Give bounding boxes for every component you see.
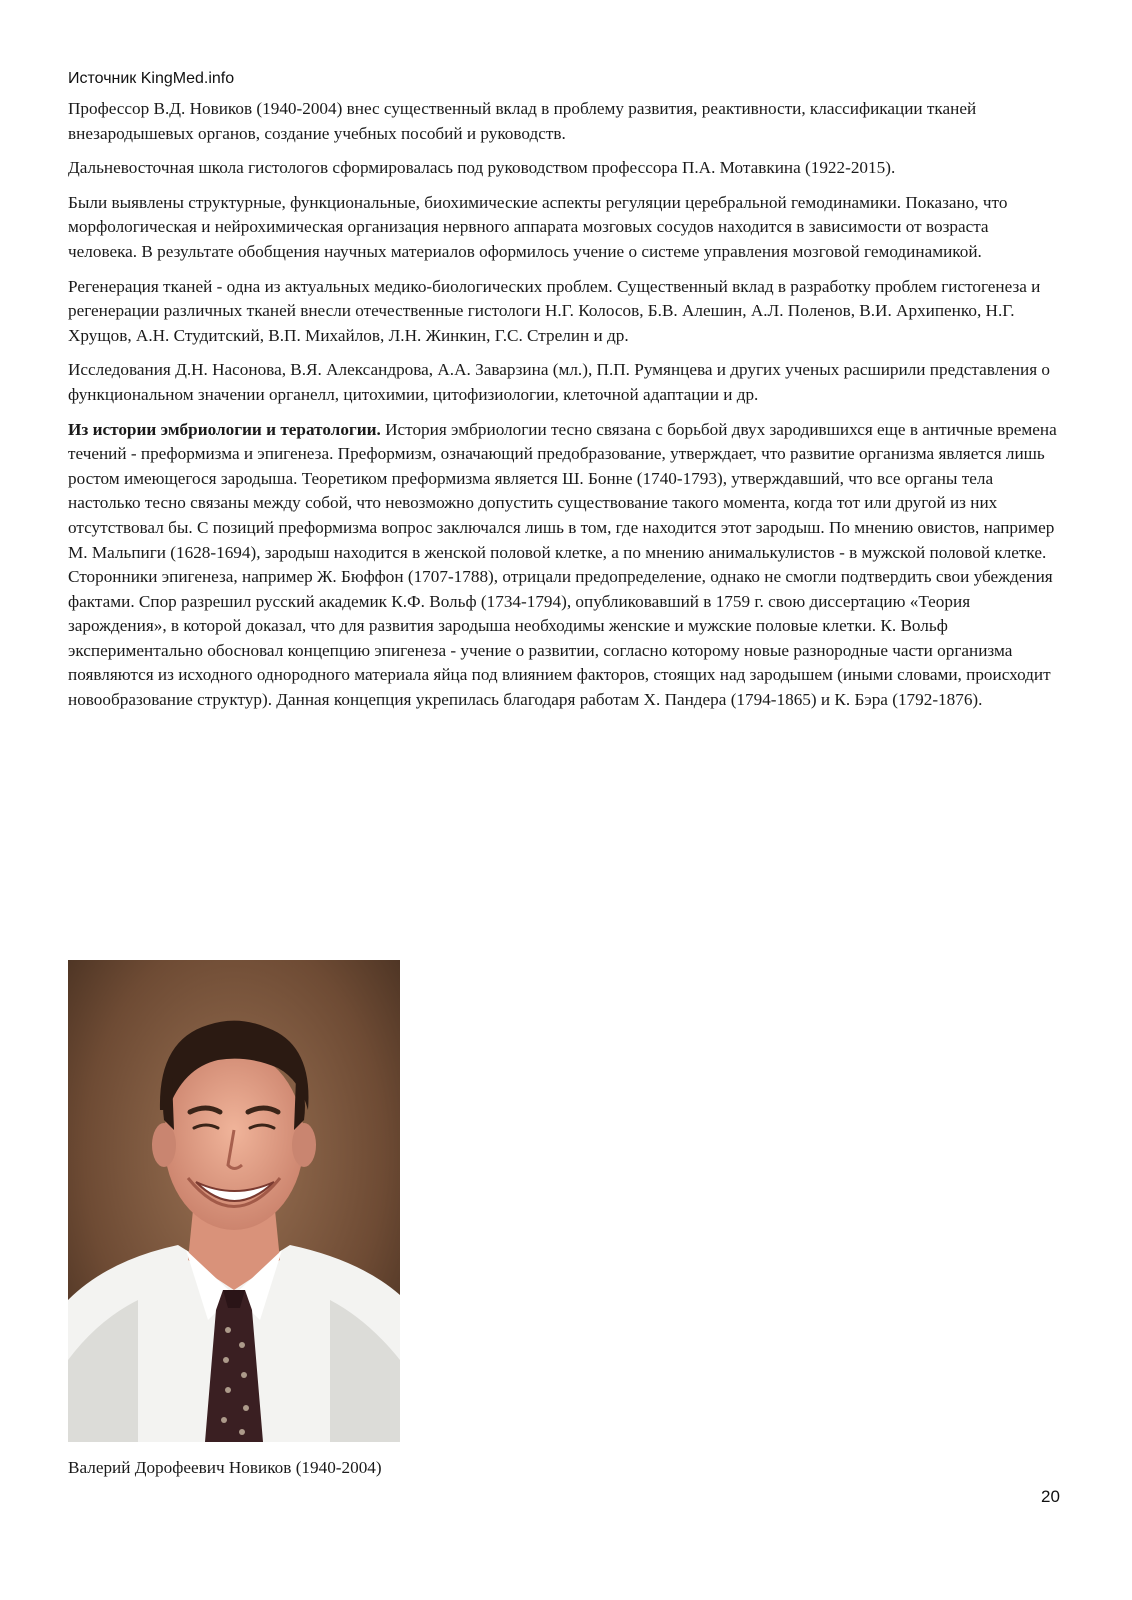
paragraph-hemodynamics: Были выявлены структурные, функциональные, биохимические аспекты регуляции церебральной гемодинамики. Показано, что морфологическая и нейрохимическая организация нервного аппарата мозговых сосудов находится в зависимости от возраста человека. В результате обобщения научных материалов оформилось учение о системе управления мозговой гемодинамикой. xyxy=(68,192,1008,261)
paragraph-novikov: Профессор В.Д. Новиков (1940-2004) внес существенный вклад в проблему развития, реактивности, классификации тканей внезародышевых органов, создание учебных пособий и руководств. xyxy=(68,99,977,143)
paragraph-regeneration: Регенерация тканей - одна из актуальных медико-биологических проблем. Существенный вклад в разработку проблем гистогенеза и регенерации различных тканей внесли отечественные гистологи Н.Г. Колосов, Б.В. Алешин, А.Л. Поленов, В.И. Архипенко, Н.Г. Хрущов, А.Н. Студитский, В.П. Михайлов, Л.Н. Жинкин, Г.С. Стрелин и др. xyxy=(68,276,1041,345)
page-number: 20 xyxy=(1041,1487,1060,1506)
embryology-heading: Из истории эмбриологии и тератологии. xyxy=(68,419,381,439)
main-text xyxy=(68,97,1058,723)
portrait-photo xyxy=(68,960,400,1442)
portrait-illustration xyxy=(68,960,400,1442)
paragraph-far-east-school: Дальневосточная школа гистологов сформировалась под руководством профессора П.А. Мотавкина (1922-2015). xyxy=(68,158,896,178)
photo-caption: Валерий Дорофеевич Новиков (1940-2004) xyxy=(68,1458,382,1477)
paragraph-research: Исследования Д.Н. Насонова, В.Я. Александрова, А.А. Заварзина (мл.), П.П. Румянцева и других ученых расширили представления о функциональном значении органелл, цитохимии, цитофизиологии, клеточной адаптации и др. xyxy=(68,360,1050,404)
embryology-text: История эмбриологии тесно связана с борьбой двух зародившихся еще в античные времена течений - преформизма и эпигенеза. Преформизм, означающий предобразование, утверждает, что развитие организма является лишь ростом имеющегося зародыша. Теоретиком преформизма является Ш. Бонне (1740-1793), утверждавший, что все органы тела настолько тесно связаны между собой, что невозможно допустить существование такого момента, когда тот или другой из них отсутствовал бы. С позиций преформизма вопрос заключался лишь в том, где находится этот зародыш. По мнению овистов, например М. Мальпиги (1628-1694), зародыш находится в женской половой клетке, а по мнению анималькулистов - в мужской половой клетке. Сторонники эпигенеза, например Ж. Бюффон (1707-1788), отрицали предопределение, однако не смогли подтвердить свои убеждения фактами. Спор разрешил русский академик К.Ф. Вольф (1734-1794), опубликовавший в 1759 г. свою диссертацию «Теория зарождения», в которой доказал, что для развития зародыша необходимы женские и мужские половые клетки. К. Вольф экспериментально обосновал концепцию эпигенеза - учение о развитии, согласно которому новые разнородные части организма появляются из исходного однородного материала яйца под влиянием факторов, стоящих над зародышем (иными словами, происходит новообразование структур). Данная концепция укрепилась благодаря работам Х. Пандера (1794-1865) и К. Бэра (1792-1876). xyxy=(68,419,1057,710)
source-header: Источник KingMed.info xyxy=(68,70,235,87)
paragraph-embryology xyxy=(68,418,1058,713)
